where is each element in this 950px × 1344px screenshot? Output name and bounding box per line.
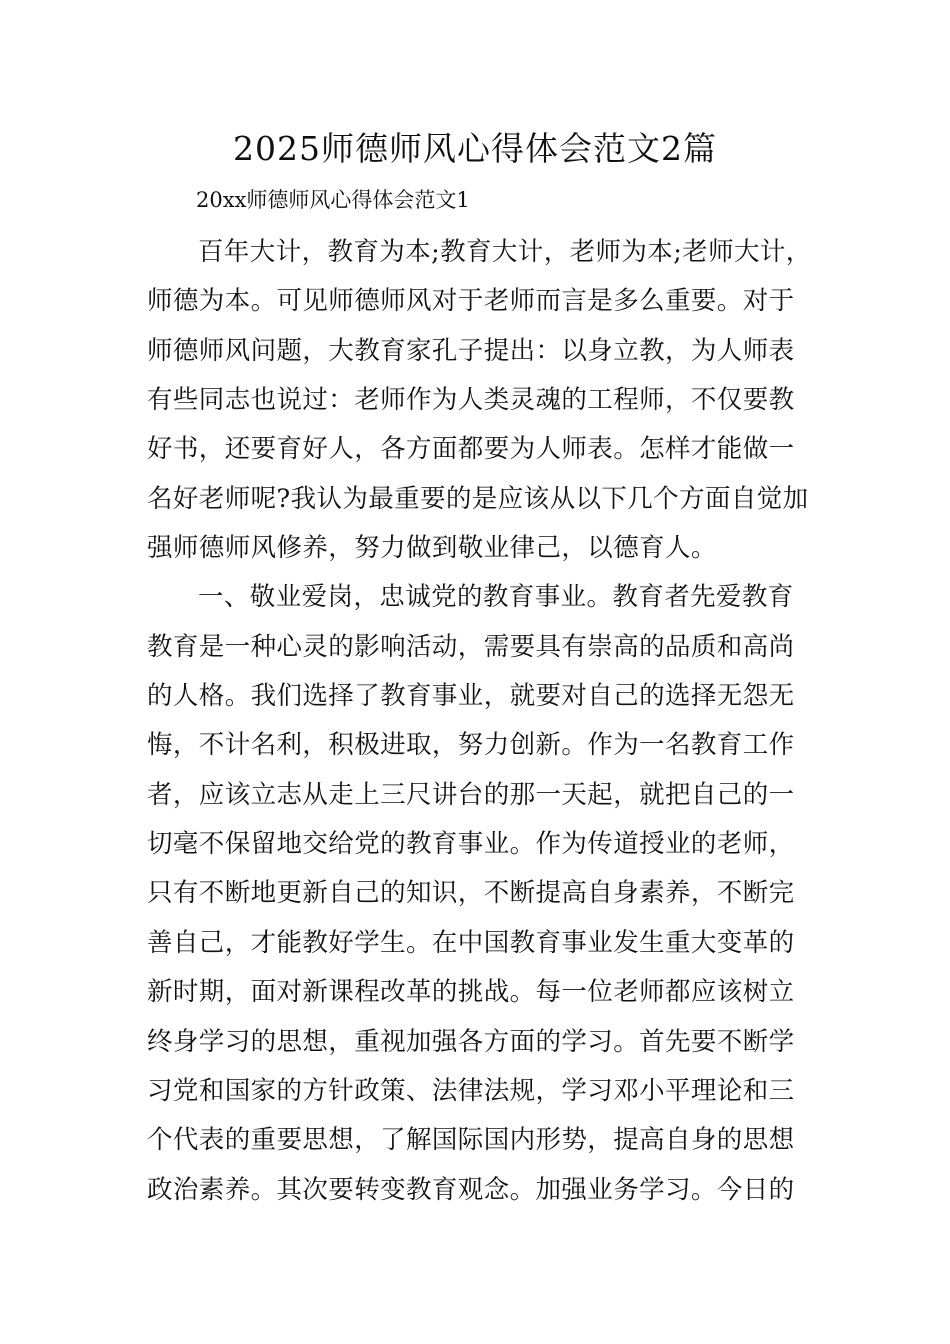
document-title: 2025师德师风心得体会范文2篇 [233, 129, 717, 168]
body-line: 只有不断地更新自己的知识，不断提高自身素养，不断完 [147, 878, 795, 909]
body-line: 终身学习的思想，重视加强各方面的学习。首先要不断学 [147, 1026, 795, 1057]
body-line: 政治素养。其次要转变教育观念。加强业务学习。今日的 [147, 1174, 795, 1205]
body-line: 百年大计，教育为本;教育大计，老师为本;老师大计， [198, 237, 812, 267]
body-line: 名好老师呢?我认为最重要的是应该从以下几个方面自觉加 [147, 483, 809, 514]
document-subtitle: 20xx师德师风心得体会范文1 [196, 188, 470, 212]
document-body [147, 228, 827, 1215]
body-line: 切毫不保留地交给党的教育事业。作为传道授业的老师， [147, 829, 795, 860]
body-line: 好书，还要育好人，各方面都要为人师表。怎样才能做一 [147, 434, 795, 465]
body-line: 悔，不计名利，积极进取，努力创新。作为一名教育工作 [147, 730, 795, 761]
body-line: 善自己，才能教好学生。在中国教育事业发生重大变革的 [147, 927, 795, 958]
body-line: 一、敬业爱岗，忠诚党的教育事业。教育者先爱教育 [198, 582, 794, 613]
body-line: 教育是一种心灵的影响活动，需要具有崇高的品质和高尚 [147, 631, 795, 662]
body-line: 师德为本。可见师德师风对于老师而言是多么重要。对于 [147, 286, 795, 317]
body-line: 新时期，面对新课程改革的挑战。每一位老师都应该树立 [147, 977, 795, 1008]
body-line: 个代表的重要思想，了解国际国内形势，提高自身的思想 [147, 1125, 795, 1156]
body-line: 者，应该立志从走上三尺讲台的那一天起，就把自己的一 [147, 779, 795, 810]
body-line: 的人格。我们选择了教育事业，就要对自己的选择无怨无 [147, 681, 795, 712]
body-line: 强师德师风修养，努力做到敬业律己，以德育人。 [147, 533, 717, 564]
body-line: 师德师风问题，大教育家孔子提出：以身立教，为人师表 [147, 335, 795, 366]
body-line: 有些同志也说过：老师作为人类灵魂的工程师，不仅要教 [147, 385, 795, 416]
body-line: 习党和国家的方针政策、法律法规，学习邓小平理论和三 [147, 1075, 795, 1106]
